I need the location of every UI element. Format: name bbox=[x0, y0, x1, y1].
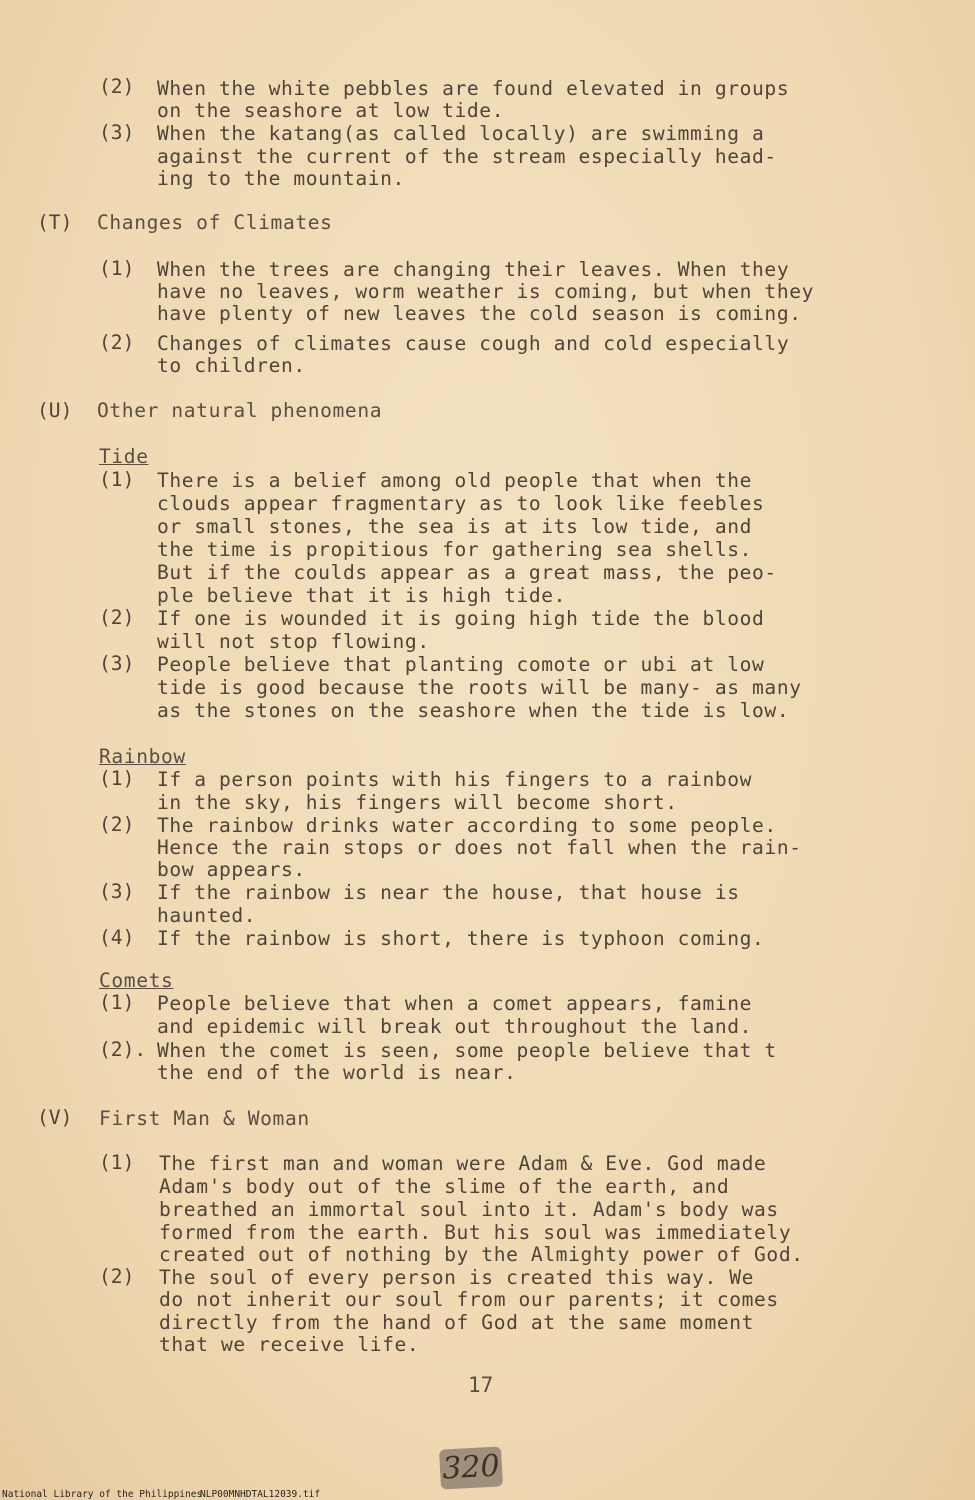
item-line: and epidemic will break out throughout the land. bbox=[157, 1015, 753, 1038]
subsection-title-rainbow: Rainbow bbox=[99, 745, 186, 768]
item-line: There is a belief among old people that when the bbox=[157, 469, 753, 492]
item-number: (2) bbox=[99, 1265, 135, 1288]
item-line: When the comet is seen, some people believe that t bbox=[157, 1039, 777, 1062]
section-marker: (V) bbox=[37, 1106, 73, 1129]
item-line: in the sky, his fingers will become short. bbox=[157, 791, 678, 814]
item-line: If one is wounded it is going high tide the blood bbox=[157, 607, 765, 630]
item-line: People believe that when a comet appears, famine bbox=[157, 992, 753, 1015]
item-number: (3) bbox=[99, 880, 135, 903]
item-line: will not stop flowing. bbox=[157, 630, 430, 653]
item-line: Hence the rain stops or does not fall when the rain- bbox=[157, 836, 802, 859]
item-line: have no leaves, worm weather is coming, but when they bbox=[157, 280, 815, 303]
section-title: Other natural phenomena bbox=[97, 399, 383, 422]
item-line: People believe that planting comote or ubi at low bbox=[157, 653, 765, 676]
item-number: (2) bbox=[99, 813, 135, 836]
item-number: (1) bbox=[99, 767, 135, 790]
subsection-title-tide: Tide bbox=[99, 445, 149, 468]
item-line: formed from the earth. But his soul was immediately bbox=[159, 1221, 792, 1244]
footer-institution: National Library of the Philippines bbox=[2, 1489, 203, 1500]
section-marker: (T) bbox=[37, 211, 73, 234]
item-number: (2) bbox=[99, 75, 135, 98]
item-line: created out of nothing by the Almighty power of God. bbox=[159, 1243, 804, 1266]
item-line: ple believe that it is high tide. bbox=[157, 584, 567, 607]
item-line: The rainbow drinks water according to some people. bbox=[157, 814, 777, 837]
item-number: (1) bbox=[99, 468, 135, 491]
item-line: to children. bbox=[157, 354, 306, 377]
item-number: (2). bbox=[99, 1038, 147, 1061]
section-marker: (U) bbox=[37, 399, 73, 422]
item-line: breathed an immortal soul into it. Adam's body was bbox=[159, 1198, 779, 1221]
item-line: If a person points with his fingers to a rainbow bbox=[157, 768, 753, 791]
item-line: or small stones, the sea is at its low tide, and bbox=[157, 515, 753, 538]
item-number: (1) bbox=[99, 1151, 135, 1174]
item-line: Changes of climates cause cough and cold especially bbox=[157, 332, 790, 355]
item-line: directly from the hand of God at the same moment bbox=[159, 1311, 755, 1334]
item-line: ing to the mountain. bbox=[157, 167, 405, 190]
item-number: (2) bbox=[99, 606, 135, 629]
item-number: (3) bbox=[99, 121, 135, 144]
item-line: that we receive life. bbox=[159, 1333, 420, 1356]
handwritten-page-number: 320 bbox=[439, 1446, 503, 1489]
item-line: When the katang(as called locally) are swimming a bbox=[157, 122, 765, 145]
item-line: the time is propitious for gathering sea shells. bbox=[157, 538, 753, 561]
item-line: bow appears. bbox=[157, 858, 306, 881]
item-line: the end of the world is near. bbox=[157, 1061, 517, 1084]
section-title: First Man & Woman bbox=[99, 1107, 310, 1130]
item-line: When the white pebbles are found elevated in groups bbox=[157, 77, 790, 100]
item-number: (1) bbox=[99, 991, 135, 1014]
item-line: against the current of the stream especially head- bbox=[157, 145, 777, 168]
item-number: (4) bbox=[99, 926, 135, 949]
item-line: The soul of every person is created this way. We bbox=[159, 1266, 755, 1289]
item-line: The first man and woman were Adam & Eve. God made bbox=[159, 1152, 767, 1175]
item-line: as the stones on the seashore when the tide is low. bbox=[157, 699, 790, 722]
item-line: have plenty of new leaves the cold season is coming. bbox=[157, 302, 802, 325]
item-line: If the rainbow is short, there is typhoon coming. bbox=[157, 927, 765, 950]
item-line: do not inherit our soul from our parents; it comes bbox=[159, 1288, 779, 1311]
item-line: But if the coulds appear as a great mass, the peo- bbox=[157, 561, 777, 584]
page-number: 17 bbox=[468, 1373, 494, 1397]
subsection-title-comets: Comets bbox=[99, 969, 174, 992]
item-line: tide is good because the roots will be many- as many bbox=[157, 676, 802, 699]
section-title: Changes of Climates bbox=[97, 211, 333, 234]
item-line: haunted. bbox=[157, 904, 257, 927]
item-line: Adam's body out of the slime of the earth, and bbox=[159, 1175, 730, 1198]
item-number: (2) bbox=[99, 331, 135, 354]
footer-file-id: NLP00MNHDTAL12039.tif bbox=[200, 1489, 321, 1500]
item-line: When the trees are changing their leaves. When they bbox=[157, 258, 790, 281]
item-line: If the rainbow is near the house, that house is bbox=[157, 881, 740, 904]
item-line: clouds appear fragmentary as to look like feebles bbox=[157, 492, 765, 515]
item-number: (1) bbox=[99, 257, 135, 280]
item-line: on the seashore at low tide. bbox=[157, 99, 505, 122]
item-number: (3) bbox=[99, 652, 135, 675]
